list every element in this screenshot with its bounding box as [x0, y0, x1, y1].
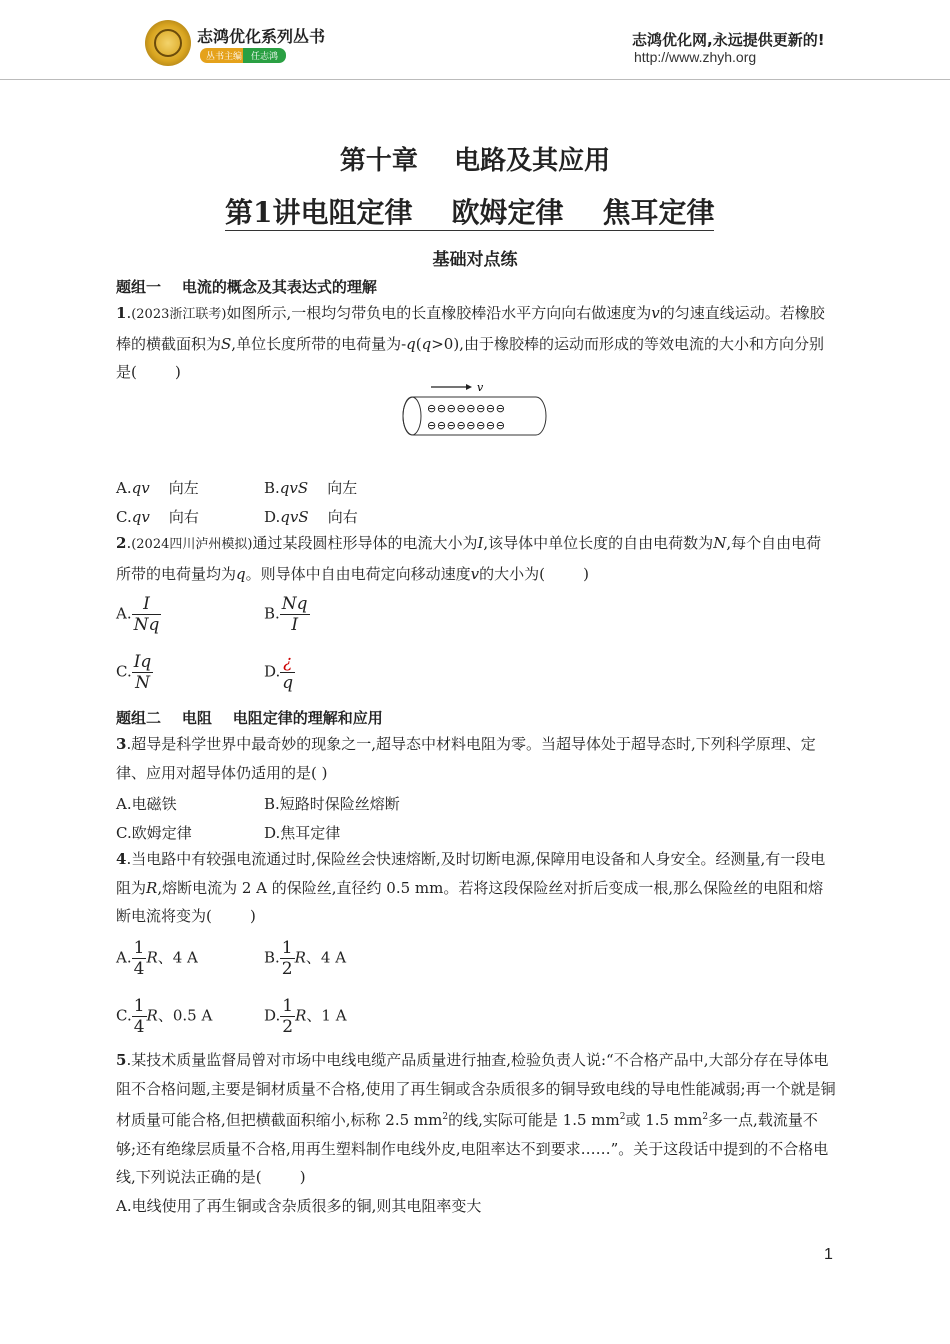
website-link[interactable]: http://www.zhyh.org: [634, 49, 757, 65]
editor-name: 任志鸿: [243, 48, 286, 63]
question-2: 2.(2024四川泸州模拟)通过某段圆柱形导体的电流大小为I,该导体中单位长度的自由电荷数为N,每个自由电荷所带的电荷量均为q。则导体中自由电荷定向移动速度v的大小为( ): [116, 534, 822, 583]
q1-option-b[interactable]: B.qvS 向左: [264, 479, 358, 497]
question-4: 4.当电路中有较强电流通过时,保险丝会快速熔断,及时切断电源,保障用电设备和人身安全。经测量,有一段电阻为R,熔断电流为 2 A 的保险丝,直径约 0.5 mm。若将这段保险丝对折后变成一根,那么保险丝的电阻和熔断电流将变为( ): [116, 850, 826, 925]
charge-row-2: ⊖⊖⊖⊖⊖⊖⊖⊖: [427, 419, 506, 432]
q2-option-b[interactable]: B. $\frac{Nq}{I}$: [264, 594, 308, 635]
rubber-rod-figure: [398, 380, 550, 440]
chapter-title: 第十章 电路及其应用: [339, 146, 611, 176]
slogan: 志鸿优化网,永远提供更新的!: [632, 31, 825, 49]
q4-option-d[interactable]: D. $\frac{1}{2}$ R、1 A: [264, 996, 347, 1037]
q3-option-c[interactable]: C.欧姆定律: [116, 824, 192, 842]
page-number: 1: [824, 1246, 833, 1263]
q2-option-c[interactable]: C. $\frac{Iq}{N}$: [116, 652, 152, 693]
q3-option-d[interactable]: D.焦耳定律: [264, 824, 341, 842]
q1-option-a[interactable]: A.qv 向左: [116, 479, 199, 497]
q4-option-a[interactable]: A. $\frac{1}{4}$ R、4 A: [116, 938, 198, 979]
section-title: 基础对点练: [432, 250, 518, 270]
question-5: 5.某技术质量监督局曾对市场中电线电缆产品质量进行抽查,检验负责人说:“不合格产品中,大部分存在导体电阻不合格问题,主要是铜材质量不合格,使用了再生铜或含杂质很多的铜导致电线的导电性能减弱;再一个就是铜材质量可能合格,但把横截面积缩小,标称 2.5 $mm^2$的线,实际可能是 1.5 $mm^2$或 1.5 $mm^2$多一点,载流量不够;还有绝缘层质量不合格,用再生塑料制作电线外皮,电阻率达不到要求……”。关于这段话中提到的不合格电线,下列说法正确的是( ): [116, 1051, 836, 1186]
header-divider: [0, 79, 950, 80]
question-1: 1.(2023浙江联考)如图所示,一根均匀带负电的长直橡胶棒沿水平方向向右做速度为v的匀速直线运动。若橡胶棒的横截面积为S,单位长度所带的电荷量为-q(q>0),由于橡胶棒的运动而形成的等效电流的大小和方向分别是( ): [116, 304, 825, 381]
q4-option-b[interactable]: B. $\frac{1}{2}$ R、4 A: [264, 938, 347, 979]
series-logo: [145, 20, 191, 66]
charge-row-1: ⊖⊖⊖⊖⊖⊖⊖⊖: [427, 402, 506, 415]
q1-option-c[interactable]: C.qv 向右: [116, 508, 199, 526]
brand-name: 志鸿优化系列丛书: [197, 29, 326, 46]
q2-option-d[interactable]: D. $\frac{¿}{q}$: [264, 652, 294, 693]
editor-label: 丛书主编: [200, 48, 248, 63]
group-heading-1: 题组一 电流的概念及其表达式的理解: [116, 278, 377, 296]
velocity-label: v: [477, 381, 484, 394]
q4-option-c[interactable]: C. $\frac{1}{4}$ R、0.5 A: [116, 996, 213, 1037]
q5-option-a[interactable]: A.电线使用了再生铜或含杂质很多的铜,则其电阻率变大: [116, 1197, 482, 1215]
q1-option-d[interactable]: D.qvS 向右: [264, 508, 358, 526]
q3-option-a[interactable]: A.电磁铁: [116, 795, 177, 813]
q2-option-a[interactable]: A. $\frac{I}{Nq}$: [116, 594, 160, 635]
question-3: 3.超导是科学世界中最奇妙的现象之一,超导态中材料电阻为零。当超导体处于超导态时,下列科学原理、定律、应用对超导体仍适用的是( ): [116, 735, 816, 782]
lecture-title: 第1讲电阻定律 欧姆定律 焦耳定律: [225, 196, 715, 229]
rod-end: [403, 397, 421, 435]
group-heading-2: 题组二 电阻 电阻定律的理解和应用: [116, 709, 383, 727]
q3-option-b[interactable]: B.短路时保险丝熔断: [264, 795, 400, 813]
